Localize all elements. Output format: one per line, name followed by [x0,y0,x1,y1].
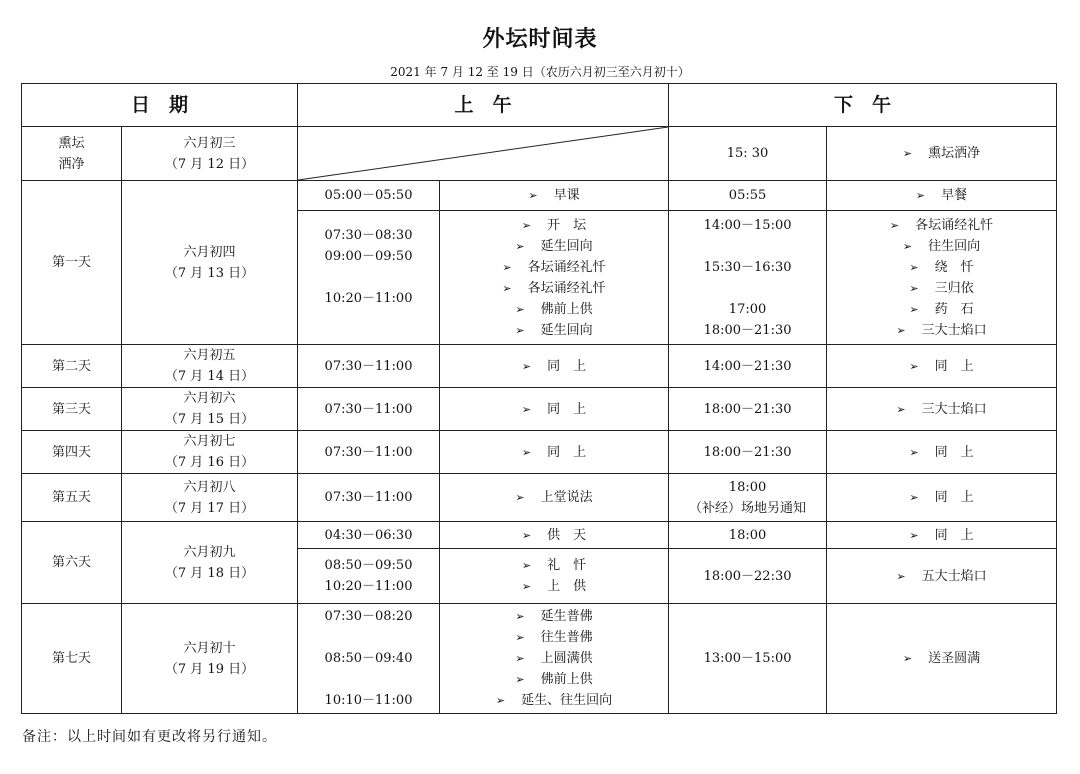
row-date: 六月初三 （7 月 12 日） [122,127,298,181]
pm-time: 15: 30 [669,127,827,181]
pm-item: ➢ 同 上 [827,345,1057,388]
pm-item: ➢ 早餐 [827,181,1057,211]
row-date: 六月初十 （7 月 19 日） [122,604,298,714]
schedule-table [21,83,1057,714]
row-label: 第七天 [22,604,122,714]
page-title: 外坛时间表 [482,27,598,52]
table-row [22,431,1057,474]
header-row [22,84,1057,127]
am-item: ➢ 早课 [440,181,669,211]
diagonal-line [298,127,668,180]
header-afternoon: 下 午 [669,84,1057,127]
pm-item: ➢ 同 上 [827,431,1057,474]
am-time: 07:30－11:00 [298,474,440,522]
pm-items: ➢ 各坛诵经礼忏 ➢ 往生回向 ➢ 绕 忏 ➢ 三归依 ➢ 药 石 ➢ 三大士焰口 [827,211,1057,345]
row-label: 第三天 [22,388,122,431]
row-label: 第四天 [22,431,122,474]
am-item: ➢ 同 上 [440,431,669,474]
pm-item: ➢ 熏坛洒净 [827,127,1057,181]
row-label: 第一天 [22,181,122,345]
table-row [22,604,1057,714]
pm-time: 18:00 （补经）场地另通知 [669,474,827,522]
row-label: 第二天 [22,345,122,388]
row-date: 六月初五 （7 月 14 日） [122,345,298,388]
am-times: 08:50－09:50 10:20－11:00 [298,549,440,604]
pm-time: 18:00－21:30 [669,388,827,431]
am-time: 07:30－11:00 [298,345,440,388]
table-row [22,127,1057,181]
row-label: 第五天 [22,474,122,522]
row-date: 六月初九 （7 月 18 日） [122,522,298,604]
pm-time: 14:00－21:30 [669,345,827,388]
pm-item: ➢ 三大士焰口 [827,388,1057,431]
row-date: 六月初八 （7 月 17 日） [122,474,298,522]
pm-time: 18:00 [669,522,827,549]
pm-item: ➢ 五大士焰口 [827,549,1057,604]
am-items: ➢ 延生普佛 ➢ 往生普佛 ➢ 上圆满供 ➢ 佛前上供 ➢ 延生、往生回向 [440,604,669,714]
header-morning: 上 午 [298,84,669,127]
empty-diagonal-cell [298,127,669,181]
pm-time: 05:55 [669,181,827,211]
am-time: 04:30－06:30 [298,522,440,549]
am-item: ➢ 同 上 [440,345,669,388]
table-row [22,345,1057,388]
pm-time: 18:00－22:30 [669,549,827,604]
row-date: 六月初六 （7 月 15 日） [122,388,298,431]
am-times: 07:30－08:30 09:00－09:50 10:20－11:00 [298,211,440,345]
pm-time: 13:00－15:00 [669,604,827,714]
table-row [22,181,1057,211]
row-label: 第六天 [22,522,122,604]
am-time: 07:30－11:00 [298,431,440,474]
row-date: 六月初七 （7 月 16 日） [122,431,298,474]
am-items: ➢ 开 坛 ➢ 延生回向 ➢ 各坛诵经礼忏 ➢ 各坛诵经礼忏 ➢ 佛前上供 ➢ 延生回向 [440,211,669,345]
pm-times: 14:00－15:00 15:30－16:30 17:00 18:00－21:30 [669,211,827,345]
am-item: ➢ 供 天 [440,522,669,549]
am-time: 07:30－11:00 [298,388,440,431]
am-items: ➢ 礼 忏 ➢ 上 供 [440,549,669,604]
am-item: ➢ 上堂说法 [440,474,669,522]
pm-time: 18:00－21:30 [669,431,827,474]
header-date: 日 期 [22,84,298,127]
table-row [22,522,1057,549]
am-time: 05:00－05:50 [298,181,440,211]
pm-item: ➢ 同 上 [827,522,1057,549]
table-row [22,388,1057,431]
row-label: 熏坛 洒净 [22,127,122,181]
row-date: 六月初四 （7 月 13 日） [122,181,298,345]
pm-item: ➢ 送圣圆满 [827,604,1057,714]
pm-item: ➢ 同 上 [827,474,1057,522]
am-item: ➢ 同 上 [440,388,669,431]
date-range-subtitle: 2021 年 7 月 12 至 19 日（农历六月初三至六月初十） [390,65,690,79]
am-times: 07:30－08:20 08:50－09:40 10:10－11:00 [298,604,440,714]
table-row [22,474,1057,522]
footnote: 备注：以上时间如有更改将另行通知。 [22,729,277,745]
